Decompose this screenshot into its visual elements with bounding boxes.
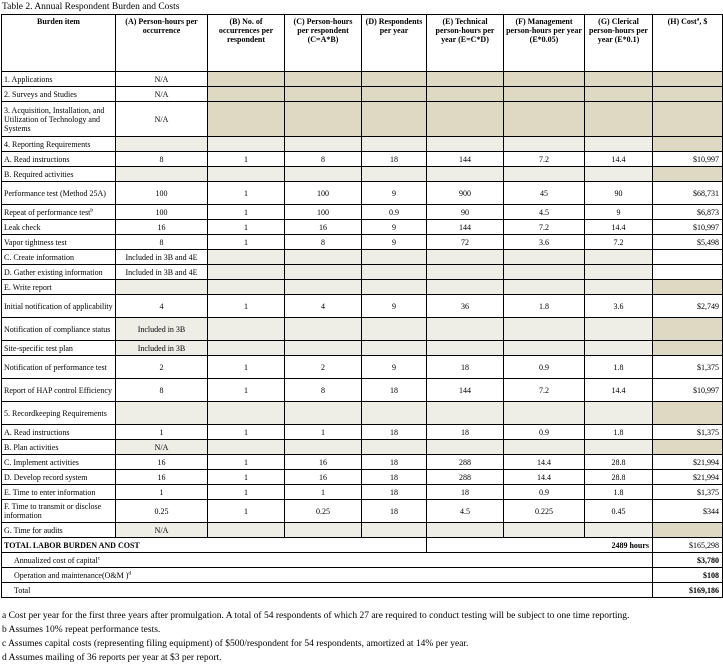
table-row bbox=[2, 167, 723, 182]
value-cell: Included in 3B bbox=[116, 318, 208, 341]
value-cell: 0.25 bbox=[285, 500, 362, 523]
value-cell bbox=[504, 167, 585, 182]
grand-total-label: Total bbox=[2, 583, 653, 598]
value-cell: 1 bbox=[208, 235, 285, 250]
value-cell bbox=[504, 440, 585, 455]
value-cell: N/A bbox=[116, 523, 208, 538]
value-cell: 100 bbox=[285, 205, 362, 220]
total-labor-hours: 2489 hours bbox=[427, 538, 653, 553]
value-cell bbox=[504, 318, 585, 341]
value-cell: 2 bbox=[285, 356, 362, 379]
om-cost-value: $108 bbox=[653, 568, 723, 583]
value-cell bbox=[585, 523, 653, 538]
value-cell bbox=[362, 167, 427, 182]
table-row bbox=[2, 500, 723, 523]
burden-item-cell: Leak check bbox=[2, 220, 116, 235]
value-cell bbox=[427, 137, 504, 152]
table-row bbox=[2, 425, 723, 440]
value-cell bbox=[208, 280, 285, 295]
value-cell bbox=[504, 265, 585, 280]
value-cell: $5,498 bbox=[653, 235, 723, 250]
value-cell bbox=[427, 440, 504, 455]
value-cell: 16 bbox=[116, 455, 208, 470]
burden-item-cell: G. Time for audits bbox=[2, 523, 116, 538]
value-cell bbox=[208, 137, 285, 152]
value-cell bbox=[285, 72, 362, 87]
value-cell: 1 bbox=[285, 425, 362, 440]
totals-section bbox=[2, 538, 723, 598]
total-labor-label: TOTAL LABOR BURDEN AND COST bbox=[2, 538, 427, 553]
value-cell bbox=[504, 280, 585, 295]
value-cell: 7.2 bbox=[585, 235, 653, 250]
table-row bbox=[2, 455, 723, 470]
value-cell: 1 bbox=[285, 485, 362, 500]
burden-item-cell: C. Create information bbox=[2, 250, 116, 265]
value-cell: 100 bbox=[116, 182, 208, 205]
value-cell: N/A bbox=[116, 72, 208, 87]
value-cell bbox=[362, 250, 427, 265]
value-cell: $344 bbox=[653, 500, 723, 523]
value-cell bbox=[116, 280, 208, 295]
value-cell: 36 bbox=[427, 295, 504, 318]
col-header-burden-item: Burden item bbox=[2, 15, 116, 72]
value-cell: 1 bbox=[208, 356, 285, 379]
value-cell: 16 bbox=[285, 470, 362, 485]
value-cell: 1 bbox=[116, 485, 208, 500]
value-cell: $1,375 bbox=[653, 356, 723, 379]
value-cell bbox=[585, 137, 653, 152]
value-cell: 0.9 bbox=[504, 485, 585, 500]
value-cell: 14.4 bbox=[504, 455, 585, 470]
value-cell: 3.6 bbox=[504, 235, 585, 250]
value-cell bbox=[427, 341, 504, 356]
value-cell bbox=[504, 341, 585, 356]
value-cell bbox=[427, 280, 504, 295]
value-cell: 0.9 bbox=[362, 205, 427, 220]
value-cell bbox=[504, 523, 585, 538]
value-cell bbox=[585, 440, 653, 455]
value-cell bbox=[208, 318, 285, 341]
value-cell: 18 bbox=[362, 425, 427, 440]
value-cell bbox=[427, 250, 504, 265]
value-cell: 4 bbox=[285, 295, 362, 318]
total-labor-cost: $165,298 bbox=[653, 538, 723, 553]
value-cell bbox=[653, 167, 723, 182]
value-cell bbox=[208, 265, 285, 280]
value-cell: 1 bbox=[208, 455, 285, 470]
value-cell bbox=[208, 250, 285, 265]
value-cell: 18 bbox=[427, 356, 504, 379]
table-row bbox=[2, 356, 723, 379]
value-cell: 1 bbox=[208, 470, 285, 485]
value-cell: 8 bbox=[285, 235, 362, 250]
value-cell: 90 bbox=[427, 205, 504, 220]
value-cell bbox=[427, 72, 504, 87]
value-cell bbox=[653, 280, 723, 295]
om-cost-label: Operation and maintenance(O&M )$^d$ bbox=[2, 568, 653, 583]
value-cell bbox=[585, 102, 653, 137]
footnote-c: c Assumes capital costs (representing filing equipment) of $500/respondent for 54 respondents, amortized at 14% per year. bbox=[2, 639, 469, 649]
burden-item-cell: D. Gather existing information bbox=[2, 265, 116, 280]
value-cell bbox=[653, 137, 723, 152]
burden-item-cell: 2. Surveys and Studies bbox=[2, 87, 116, 102]
table-row bbox=[2, 341, 723, 356]
value-cell bbox=[116, 167, 208, 182]
value-cell bbox=[427, 523, 504, 538]
value-cell bbox=[208, 102, 285, 137]
col-header-a: (A) Person-hours per occurrence bbox=[116, 15, 208, 72]
col-header-c: (C) Person-hours per respondent (C=A*B) bbox=[285, 15, 362, 72]
om-cost-row bbox=[2, 568, 723, 583]
value-cell: 18 bbox=[362, 485, 427, 500]
table-row bbox=[2, 379, 723, 402]
table-row bbox=[2, 235, 723, 250]
value-cell: 18 bbox=[362, 470, 427, 485]
value-cell: 144 bbox=[427, 220, 504, 235]
burden-item-cell: B. Required activities bbox=[2, 167, 116, 182]
value-cell: 144 bbox=[427, 152, 504, 167]
value-cell: 8 bbox=[116, 152, 208, 167]
value-cell bbox=[285, 167, 362, 182]
value-cell: 100 bbox=[116, 205, 208, 220]
capital-cost-row bbox=[2, 553, 723, 568]
value-cell bbox=[285, 250, 362, 265]
col-header-g: (G) Clerical person-hours per year (E*0.1) bbox=[585, 15, 653, 72]
value-cell bbox=[362, 523, 427, 538]
value-cell: 1 bbox=[208, 485, 285, 500]
value-cell bbox=[116, 137, 208, 152]
value-cell bbox=[585, 265, 653, 280]
value-cell bbox=[585, 250, 653, 265]
value-cell: 18 bbox=[427, 425, 504, 440]
value-cell: 1 bbox=[116, 425, 208, 440]
value-cell bbox=[362, 341, 427, 356]
burden-item-cell: A. Read instructions bbox=[2, 425, 116, 440]
value-cell bbox=[362, 265, 427, 280]
value-cell bbox=[427, 265, 504, 280]
value-cell: 28.8 bbox=[585, 470, 653, 485]
value-cell bbox=[653, 102, 723, 137]
value-cell: 900 bbox=[427, 182, 504, 205]
value-cell bbox=[585, 280, 653, 295]
table-row bbox=[2, 265, 723, 280]
value-cell bbox=[504, 137, 585, 152]
value-cell bbox=[362, 72, 427, 87]
value-cell bbox=[653, 402, 723, 425]
value-cell: 8 bbox=[116, 235, 208, 250]
value-cell bbox=[504, 102, 585, 137]
value-cell: 9 bbox=[362, 220, 427, 235]
capital-cost-label: Annualized cost of capital$^c$ bbox=[2, 553, 653, 568]
value-cell: 1 bbox=[208, 205, 285, 220]
value-cell: 9 bbox=[362, 235, 427, 250]
value-cell: 9 bbox=[362, 182, 427, 205]
value-cell bbox=[653, 341, 723, 356]
value-cell bbox=[362, 102, 427, 137]
value-cell: 1 bbox=[208, 379, 285, 402]
burden-item-cell: B. Plan activities bbox=[2, 440, 116, 455]
value-cell bbox=[116, 402, 208, 425]
burden-item-cell: 5. Recordkeeping Requirements bbox=[2, 402, 116, 425]
value-cell: 1 bbox=[208, 182, 285, 205]
value-cell bbox=[208, 341, 285, 356]
value-cell bbox=[653, 523, 723, 538]
table-row bbox=[2, 152, 723, 167]
value-cell: 18 bbox=[427, 485, 504, 500]
value-cell: Included in 3B and 4E bbox=[116, 250, 208, 265]
table-row bbox=[2, 220, 723, 235]
value-cell: 16 bbox=[285, 455, 362, 470]
value-cell: 8 bbox=[116, 379, 208, 402]
burden-item-cell: Repeat of performance test$^b$ bbox=[2, 205, 116, 220]
value-cell bbox=[653, 250, 723, 265]
value-cell: 1 bbox=[208, 152, 285, 167]
col-header-e: (E) Technical person-hours per year (E=C*D) bbox=[427, 15, 504, 72]
value-cell: 1 bbox=[208, 220, 285, 235]
value-cell: $10,997 bbox=[653, 379, 723, 402]
value-cell: 7.2 bbox=[504, 220, 585, 235]
value-cell bbox=[285, 137, 362, 152]
value-cell: 14.4 bbox=[585, 379, 653, 402]
value-cell: 9 bbox=[362, 295, 427, 318]
table-row bbox=[2, 280, 723, 295]
value-cell: 3.6 bbox=[585, 295, 653, 318]
table-row bbox=[2, 318, 723, 341]
value-cell: 14.4 bbox=[585, 152, 653, 167]
value-cell: 1.8 bbox=[585, 485, 653, 500]
value-cell: 0.9 bbox=[504, 425, 585, 440]
value-cell: 72 bbox=[427, 235, 504, 250]
footnote-d: d Assumes mailing of 36 reports per year at $3 per report. bbox=[2, 653, 222, 663]
value-cell: $10,997 bbox=[653, 152, 723, 167]
value-cell: 1.8 bbox=[585, 425, 653, 440]
grand-total-value: $169,186 bbox=[653, 583, 723, 598]
value-cell bbox=[208, 402, 285, 425]
value-cell bbox=[285, 87, 362, 102]
table-row bbox=[2, 182, 723, 205]
col-header-b: (B) No. of occurrences per respondent bbox=[208, 15, 285, 72]
value-cell bbox=[285, 280, 362, 295]
burden-table bbox=[1, 14, 723, 598]
value-cell bbox=[208, 167, 285, 182]
value-cell: 7.2 bbox=[504, 379, 585, 402]
value-cell: 4.5 bbox=[427, 500, 504, 523]
value-cell bbox=[285, 341, 362, 356]
burden-item-cell: E. Time to enter information bbox=[2, 485, 116, 500]
value-cell: $1,375 bbox=[653, 425, 723, 440]
value-cell: 1.8 bbox=[585, 356, 653, 379]
value-cell: 0.45 bbox=[585, 500, 653, 523]
value-cell: 16 bbox=[285, 220, 362, 235]
value-cell: 14.4 bbox=[504, 470, 585, 485]
value-cell: 4 bbox=[116, 295, 208, 318]
value-cell: 28.8 bbox=[585, 455, 653, 470]
value-cell: 45 bbox=[504, 182, 585, 205]
value-cell: 90 bbox=[585, 182, 653, 205]
value-cell bbox=[362, 440, 427, 455]
burden-item-cell: Report of HAP control Efficiency bbox=[2, 379, 116, 402]
value-cell bbox=[504, 402, 585, 425]
table-row bbox=[2, 440, 723, 455]
value-cell bbox=[504, 87, 585, 102]
table-body bbox=[2, 72, 723, 538]
burden-item-cell: E. Write report bbox=[2, 280, 116, 295]
table-row bbox=[2, 250, 723, 265]
value-cell bbox=[208, 72, 285, 87]
value-cell: 100 bbox=[285, 182, 362, 205]
value-cell bbox=[208, 87, 285, 102]
value-cell bbox=[653, 265, 723, 280]
col-header-d: (D) Respondents per year bbox=[362, 15, 427, 72]
value-cell bbox=[653, 87, 723, 102]
footnote-b: b Assumes 10% repeat performance tests. bbox=[2, 625, 161, 635]
value-cell bbox=[427, 102, 504, 137]
value-cell: 1 bbox=[208, 425, 285, 440]
value-cell: 14.4 bbox=[585, 220, 653, 235]
value-cell bbox=[362, 280, 427, 295]
value-cell: 288 bbox=[427, 455, 504, 470]
burden-item-cell: F. Time to transmit or disclose information bbox=[2, 500, 116, 523]
value-cell: 9 bbox=[585, 205, 653, 220]
value-cell bbox=[427, 167, 504, 182]
value-cell: $68,731 bbox=[653, 182, 723, 205]
value-cell bbox=[653, 318, 723, 341]
value-cell bbox=[285, 523, 362, 538]
value-cell: 0.9 bbox=[504, 356, 585, 379]
burden-item-cell: 3. Acquisition, Installation, and Utilization of Technology and Systems bbox=[2, 102, 116, 137]
value-cell: N/A bbox=[116, 440, 208, 455]
value-cell bbox=[585, 167, 653, 182]
burden-item-cell: 4. Reporting Requirements bbox=[2, 137, 116, 152]
value-cell bbox=[504, 72, 585, 87]
table-row bbox=[2, 102, 723, 137]
value-cell: 144 bbox=[427, 379, 504, 402]
total-labor-row bbox=[2, 538, 723, 553]
value-cell: 1.8 bbox=[504, 295, 585, 318]
capital-cost-value: $3,780 bbox=[653, 553, 723, 568]
value-cell bbox=[362, 87, 427, 102]
value-cell: 1 bbox=[208, 500, 285, 523]
value-cell: $2,749 bbox=[653, 295, 723, 318]
value-cell bbox=[362, 402, 427, 425]
burden-item-cell: 1. Applications bbox=[2, 72, 116, 87]
burden-item-cell: Site-specific test plan bbox=[2, 341, 116, 356]
table-row bbox=[2, 485, 723, 500]
value-cell bbox=[585, 341, 653, 356]
table-row bbox=[2, 402, 723, 425]
burden-item-cell: Performance test (Method 25A) bbox=[2, 182, 116, 205]
value-cell bbox=[427, 87, 504, 102]
value-cell bbox=[427, 318, 504, 341]
table-row bbox=[2, 137, 723, 152]
value-cell: 18 bbox=[362, 152, 427, 167]
value-cell: 8 bbox=[285, 379, 362, 402]
burden-item-cell: C. Implement activities bbox=[2, 455, 116, 470]
value-cell bbox=[653, 440, 723, 455]
value-cell: 7.2 bbox=[504, 152, 585, 167]
value-cell bbox=[285, 402, 362, 425]
value-cell: $10,997 bbox=[653, 220, 723, 235]
value-cell: 18 bbox=[362, 500, 427, 523]
value-cell: 4.5 bbox=[504, 205, 585, 220]
value-cell bbox=[362, 318, 427, 341]
value-cell bbox=[362, 137, 427, 152]
burden-item-cell: Vapor tightness test bbox=[2, 235, 116, 250]
value-cell: $1,375 bbox=[653, 485, 723, 500]
value-cell: 18 bbox=[362, 379, 427, 402]
value-cell: $6,873 bbox=[653, 205, 723, 220]
table-row bbox=[2, 295, 723, 318]
value-cell bbox=[285, 265, 362, 280]
value-cell bbox=[585, 402, 653, 425]
value-cell: 1 bbox=[208, 295, 285, 318]
table-row bbox=[2, 205, 723, 220]
value-cell: 0.25 bbox=[116, 500, 208, 523]
burden-item-cell: A. Read instructions bbox=[2, 152, 116, 167]
value-cell: 8 bbox=[285, 152, 362, 167]
table-row bbox=[2, 87, 723, 102]
value-cell bbox=[285, 318, 362, 341]
value-cell bbox=[208, 440, 285, 455]
col-header-f: (F) Management person-hours per year (E*0.05) bbox=[504, 15, 585, 72]
value-cell bbox=[653, 72, 723, 87]
value-cell: Included in 3B and 4E bbox=[116, 265, 208, 280]
value-cell: 288 bbox=[427, 470, 504, 485]
footnotes bbox=[2, 609, 629, 665]
table-title: Table 2. Annual Respondent Burden and Costs bbox=[2, 2, 180, 12]
value-cell: $21,994 bbox=[653, 470, 723, 485]
value-cell bbox=[285, 102, 362, 137]
value-cell: Included in 3B bbox=[116, 341, 208, 356]
burden-item-cell: D. Develop record system bbox=[2, 470, 116, 485]
value-cell bbox=[585, 72, 653, 87]
burden-item-cell: Initial notification of applicability bbox=[2, 295, 116, 318]
grand-total-row bbox=[2, 583, 723, 598]
value-cell: 16 bbox=[116, 220, 208, 235]
value-cell: 2 bbox=[116, 356, 208, 379]
value-cell: N/A bbox=[116, 102, 208, 137]
value-cell: 18 bbox=[362, 455, 427, 470]
value-cell bbox=[585, 87, 653, 102]
value-cell: 9 bbox=[362, 356, 427, 379]
value-cell: 16 bbox=[116, 470, 208, 485]
value-cell: $21,994 bbox=[653, 455, 723, 470]
value-cell bbox=[208, 523, 285, 538]
table-row bbox=[2, 72, 723, 87]
value-cell: N/A bbox=[116, 87, 208, 102]
table-row bbox=[2, 470, 723, 485]
burden-item-cell: Notification of performance test bbox=[2, 356, 116, 379]
table-row bbox=[2, 523, 723, 538]
header-row bbox=[2, 15, 723, 72]
footnote-a: a Cost per year for the first three years after promulgation. A total of 54 respondents of which 27 are required to conduct testing will be subject to one time reporting. bbox=[2, 611, 630, 621]
value-cell bbox=[427, 402, 504, 425]
value-cell bbox=[504, 250, 585, 265]
value-cell bbox=[285, 440, 362, 455]
burden-item-cell: Notification of compliance status bbox=[2, 318, 116, 341]
value-cell bbox=[585, 318, 653, 341]
value-cell: 0.225 bbox=[504, 500, 585, 523]
col-header-h: (H) Cost$^a$, $ bbox=[653, 15, 723, 72]
